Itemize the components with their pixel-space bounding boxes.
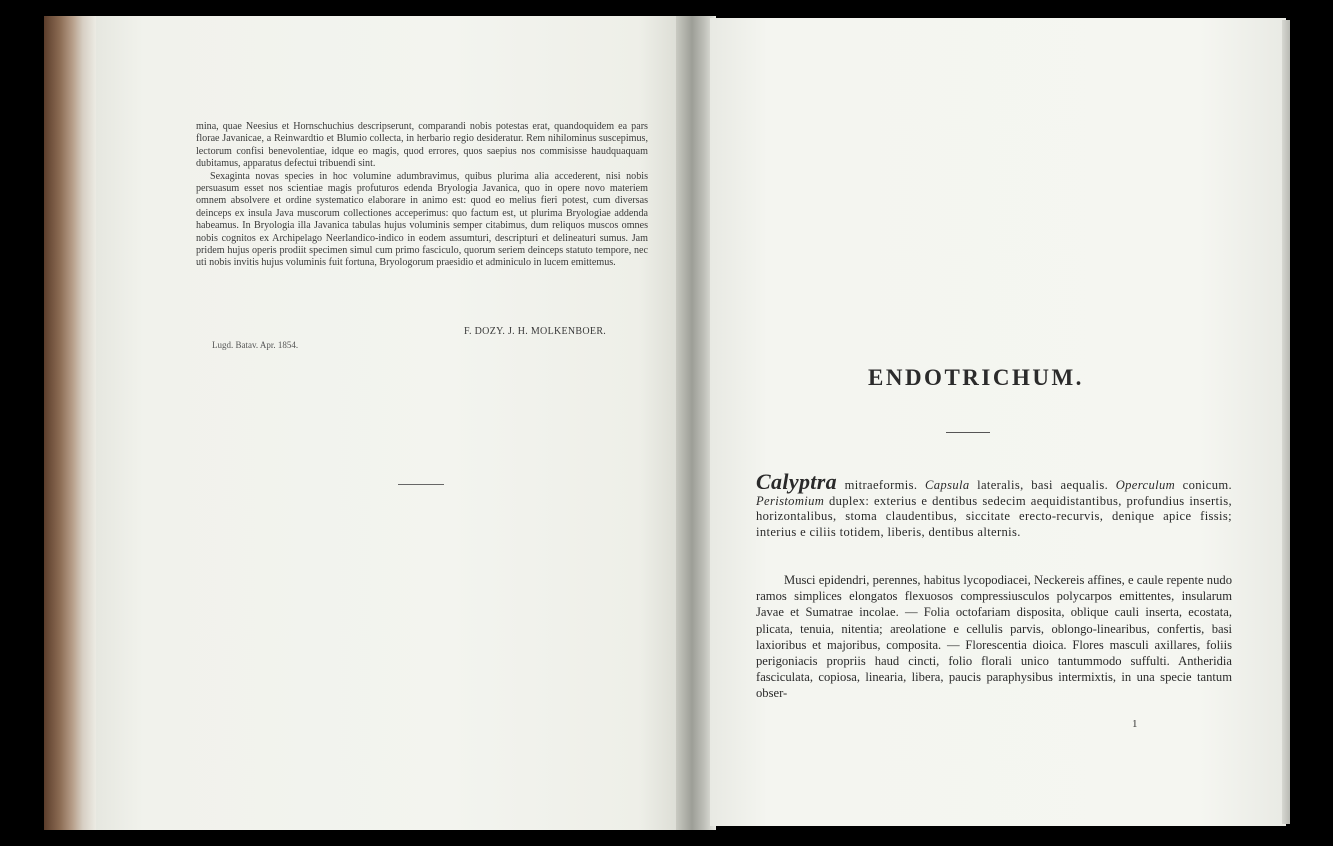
title-divider bbox=[946, 432, 990, 433]
operculum-text: conicum. bbox=[1175, 478, 1232, 492]
right-page bbox=[710, 18, 1286, 826]
capsula-text: lateralis, basi aequalis. bbox=[969, 478, 1116, 492]
book-spine bbox=[44, 16, 96, 830]
preface-paragraph-2: Sexaginta novas species in hoc volumine adumbravimus, quibus plurima alia accederent, nisi nobis persuasum esset nos scientiae magis profuturos edenda Bryologia Javanica, quo in opere novo materiem omnem absolvere et ordine systematico elaborare in animo est: quod eo melius fieri potest, cum diversas deinceps ex insula Java muscorum collectiones acceperimus: quo factum est, ut plurima Bryologiae addenda habeamus. In Bryologia illa Javanica tabulas hujus voluminis semper citabimus, dum reliquos muscos omnes nobis cognitos ex Archipelago Neerlandico-indico in eodem assumturi, descripturi et delineaturi sumus. Jam pridem hujus operis prodiit specimen simul cum primo fasciculo, quorum seriem deinceps statuto tempore, nec uti nobis invitis hujus voluminis fuit fortuna, Bryologorum praesidio et adminiculo in lucem emittemus. bbox=[196, 170, 648, 269]
operculum-term: Operculum bbox=[1115, 478, 1176, 492]
page-number: 1 bbox=[1132, 718, 1138, 730]
genus-title: ENDOTRICHUM. bbox=[868, 365, 1084, 390]
peristomium-term: Peristomium bbox=[756, 493, 825, 508]
calyptra-term: Calyptra bbox=[756, 469, 838, 494]
genus-body-paragraph: Musci epidendri, perennes, habitus lycopodiacei, Neckereis affines, e caule repente nudo ramos simplices elongatos flexuosos compressiusculos polycarpos emittentes, insularum Javae et Sumatrae incolae. — Folia octofariam disposita, oblique cauli inserta, ecostata, plicata, tenuia, nitentia; areolatione e cellulis parvis, oblongo-linearibus, confertis, basi laxioribus et majoribus, composita. — Florescentia dioica. Flores masculi axillares, foliis perigoniacis propriis haud cincti, folio florali unico tantummodo suffulti. Antheridia fasciculata, copiosa, linearia, libera, paucis paraphysibus intermixtis, in una specie tantum obser- bbox=[756, 573, 1232, 701]
preface-date: Lugd. Batav. Apr. 1854. bbox=[212, 340, 299, 350]
left-divider bbox=[398, 484, 444, 485]
capsula-term: Capsula bbox=[925, 478, 970, 492]
page-edge bbox=[1282, 20, 1290, 824]
preface-text bbox=[196, 121, 648, 270]
author-signature: F. DOZY. J. H. MOLKENBOER. bbox=[464, 326, 607, 337]
genus-description bbox=[756, 469, 1232, 540]
preface-paragraph-1: mina, quae Neesius et Hornschuchius descripserunt, comparandi nobis potestas erat, quandoquidem ea pars florae Javanicae, a Reinwardtio et Blumio collecta, in herbario regio desideratur. Rem nihilominus suscepimus, lectorum confisi benevolentiae, idque eo magis, quod errores, quos saepius nos commisisse haudquaquam dubitamus, apparatus defectui tribuendi sint. bbox=[196, 121, 648, 170]
calyptra-text: mitraeformis. bbox=[837, 478, 926, 492]
genus-body bbox=[756, 572, 1232, 702]
peristomium-text: duplex: exterius e dentibus sedecim aequidistantibus, profundius insertis, horizontalibus, stoma claudentibus, siccitate erecto-recurvis, denique apice fissis; interius e ciliis totidem, liberis, dentibus alternis. bbox=[756, 493, 1232, 539]
